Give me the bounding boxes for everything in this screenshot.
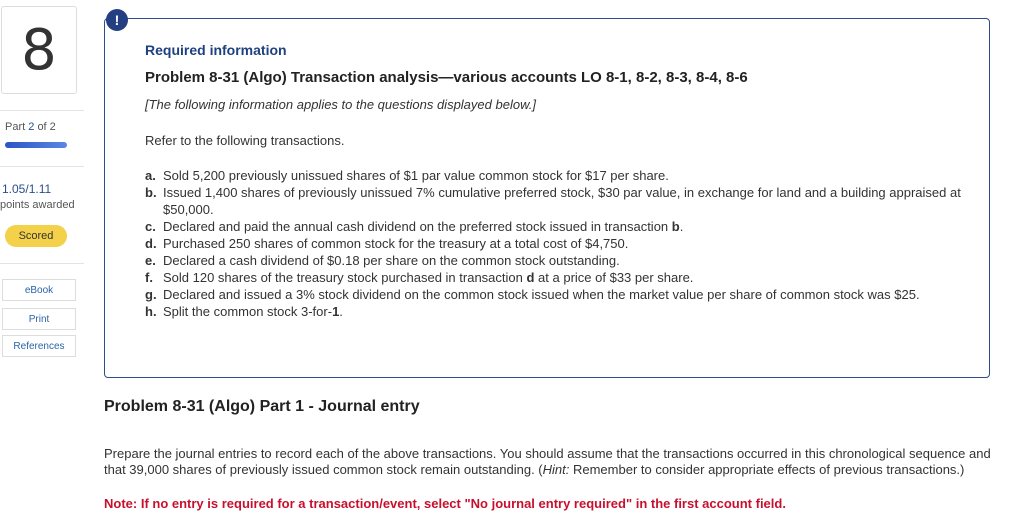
part-indicator	[5, 121, 56, 133]
transaction-letter: d.	[145, 236, 157, 251]
part1-title: Problem 8-31 (Algo) Part 1 - Journal entry	[104, 398, 420, 415]
transaction-letter: c.	[145, 219, 156, 234]
transaction-letter: f.	[145, 270, 153, 285]
references-link[interactable]: References	[2, 335, 76, 357]
transaction-text: Sold 5,200 previously unissued shares of $1 par value common stock for $17 per share.	[163, 168, 669, 183]
transaction-text: Purchased 250 shares of common stock for the treasury at a total cost of $4,750.	[163, 236, 629, 251]
part-progress-bar	[5, 142, 67, 148]
part-label: Part	[5, 121, 26, 133]
print-link[interactable]: Print	[2, 308, 76, 330]
transaction-text: Declared and issued a 3% stock dividend on the common stock issued when the market value per share of common stock was $25.	[163, 287, 920, 302]
transaction-text: Split the common stock 3-for-1.	[163, 304, 343, 319]
score-value: 1.05/1.11	[2, 182, 52, 196]
transaction-text: Sold 120 shares of the treasury stock purchased in transaction d at a price of $33 per share.	[163, 270, 694, 285]
sidebar-divider	[0, 166, 84, 167]
transactions-list	[145, 167, 965, 320]
transaction-text: Declared and paid the annual cash dividend on the preferred stock issued in transaction b.	[163, 219, 684, 234]
transaction-item	[145, 269, 965, 286]
transaction-item	[145, 184, 965, 218]
required-info-heading: Required information	[145, 42, 287, 58]
ebook-link[interactable]: eBook	[2, 279, 76, 301]
transaction-letter: h.	[145, 304, 157, 319]
sidebar-divider	[0, 110, 84, 111]
transaction-item	[145, 303, 965, 320]
transaction-letter: e.	[145, 253, 156, 268]
alert-icon: !	[106, 9, 128, 31]
problem-title: Problem 8-31 (Algo) Transaction analysis—various accounts LO 8-1, 8-2, 8-3, 8-4, 8-6	[145, 69, 748, 86]
transaction-text: Declared a cash dividend of $0.18 per share on the common stock outstanding.	[163, 253, 620, 268]
part-current: 2	[28, 121, 35, 133]
score-label: points awarded	[0, 199, 75, 211]
applies-note: [The following information applies to the questions displayed below.]	[145, 97, 536, 112]
scored-badge: Scored	[5, 225, 67, 247]
transaction-text: Issued 1,400 shares of previously unissued 7% cumulative preferred stock, $30 par value, in exchange for land and a building appraised at $50,000.	[163, 185, 961, 217]
part-total: of 2	[37, 121, 56, 133]
refer-text: Refer to the following transactions.	[145, 133, 345, 148]
transaction-letter: g.	[145, 287, 157, 302]
transaction-letter: a.	[145, 168, 156, 183]
transaction-item	[145, 252, 965, 269]
transaction-item	[145, 235, 965, 252]
part1-note: Note: If no entry is required for a transaction/event, select "No journal entry required" in the first account field.	[104, 496, 786, 511]
sidebar-divider	[0, 263, 84, 264]
transaction-item	[145, 218, 965, 235]
transaction-letter: b.	[145, 185, 157, 200]
transaction-item	[145, 167, 965, 184]
question-number: 8	[1, 6, 77, 94]
transaction-item	[145, 286, 965, 303]
part1-instructions: Prepare the journal entries to record each of the above transactions. You should assume that the transactions occurred in this chronological sequence and that 39,000 shares of previously issued common stock remain outstanding. (Hint: Remember to consider appropriate effects of previous transactions.)	[104, 446, 991, 477]
